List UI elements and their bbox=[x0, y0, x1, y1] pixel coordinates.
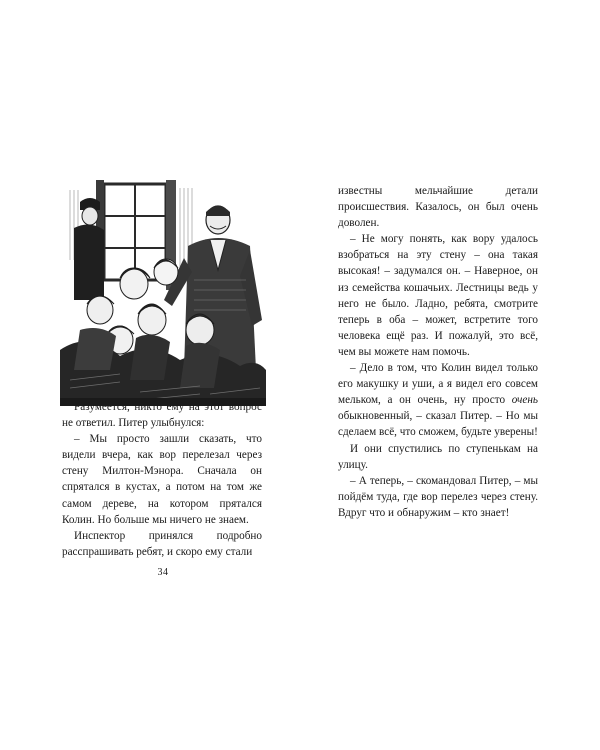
page-number: 34 bbox=[157, 567, 169, 578]
emphasized-word: очень bbox=[511, 394, 538, 407]
right-text-column bbox=[338, 183, 538, 521]
right-paragraph-3-part-1: – Дело в том, что Колин видел только его макушку и уши, а я видел его совсем мельком, а он очень, ну просто bbox=[338, 362, 538, 407]
right-paragraph-2: – Не могу понять, как вору удалось взобраться на эту стену – она такая высокая! – задумался он. – Наверное, он из семейства кошачьих. Лестницы ведь у него не было. Ладно, ребята, смотрите теперь в оба – может, встретите того человека ещё раз. И пожалуй, это всё, чем вы можете нам помочь. bbox=[338, 233, 538, 358]
right-paragraph-3 bbox=[338, 360, 538, 440]
right-paragraph-4: И они спустились по ступенькам на улицу. bbox=[338, 442, 538, 471]
right-paragraph-continuation: известны мельчайшие детали происшествия. Казалось, он был очень доволен. bbox=[338, 185, 538, 230]
left-text-column bbox=[62, 399, 262, 560]
illustration-inspector-with-children bbox=[60, 180, 266, 406]
right-paragraph-3-part-2: обыкновенный, – сказал Питер. – Но мы сделаем всё, что сможем, будьте уверены! bbox=[338, 410, 538, 439]
left-paragraph-3: Инспектор принялся подробно расспрашивать ребят, и скоро ему стали bbox=[62, 529, 262, 558]
left-paragraph-1: Разумеется, никто ему на этот вопрос не ответил. Питер улыбнулся: bbox=[62, 401, 262, 430]
left-paragraph-2: – Мы просто зашли сказать, что видели вчера, как вор перелезал через стену Милтон-Мэнора. Сначала он спрятался в кустах, а потом на том же самом дереве, на котором прятался Колин. Но больше мы ничего не знаем. bbox=[62, 433, 262, 526]
right-paragraph-5: – А теперь, – скомандовал Питер, – мы пойдём туда, где вор перелез через стену. Вдруг что и обнаружим – кто знает! bbox=[338, 474, 538, 519]
